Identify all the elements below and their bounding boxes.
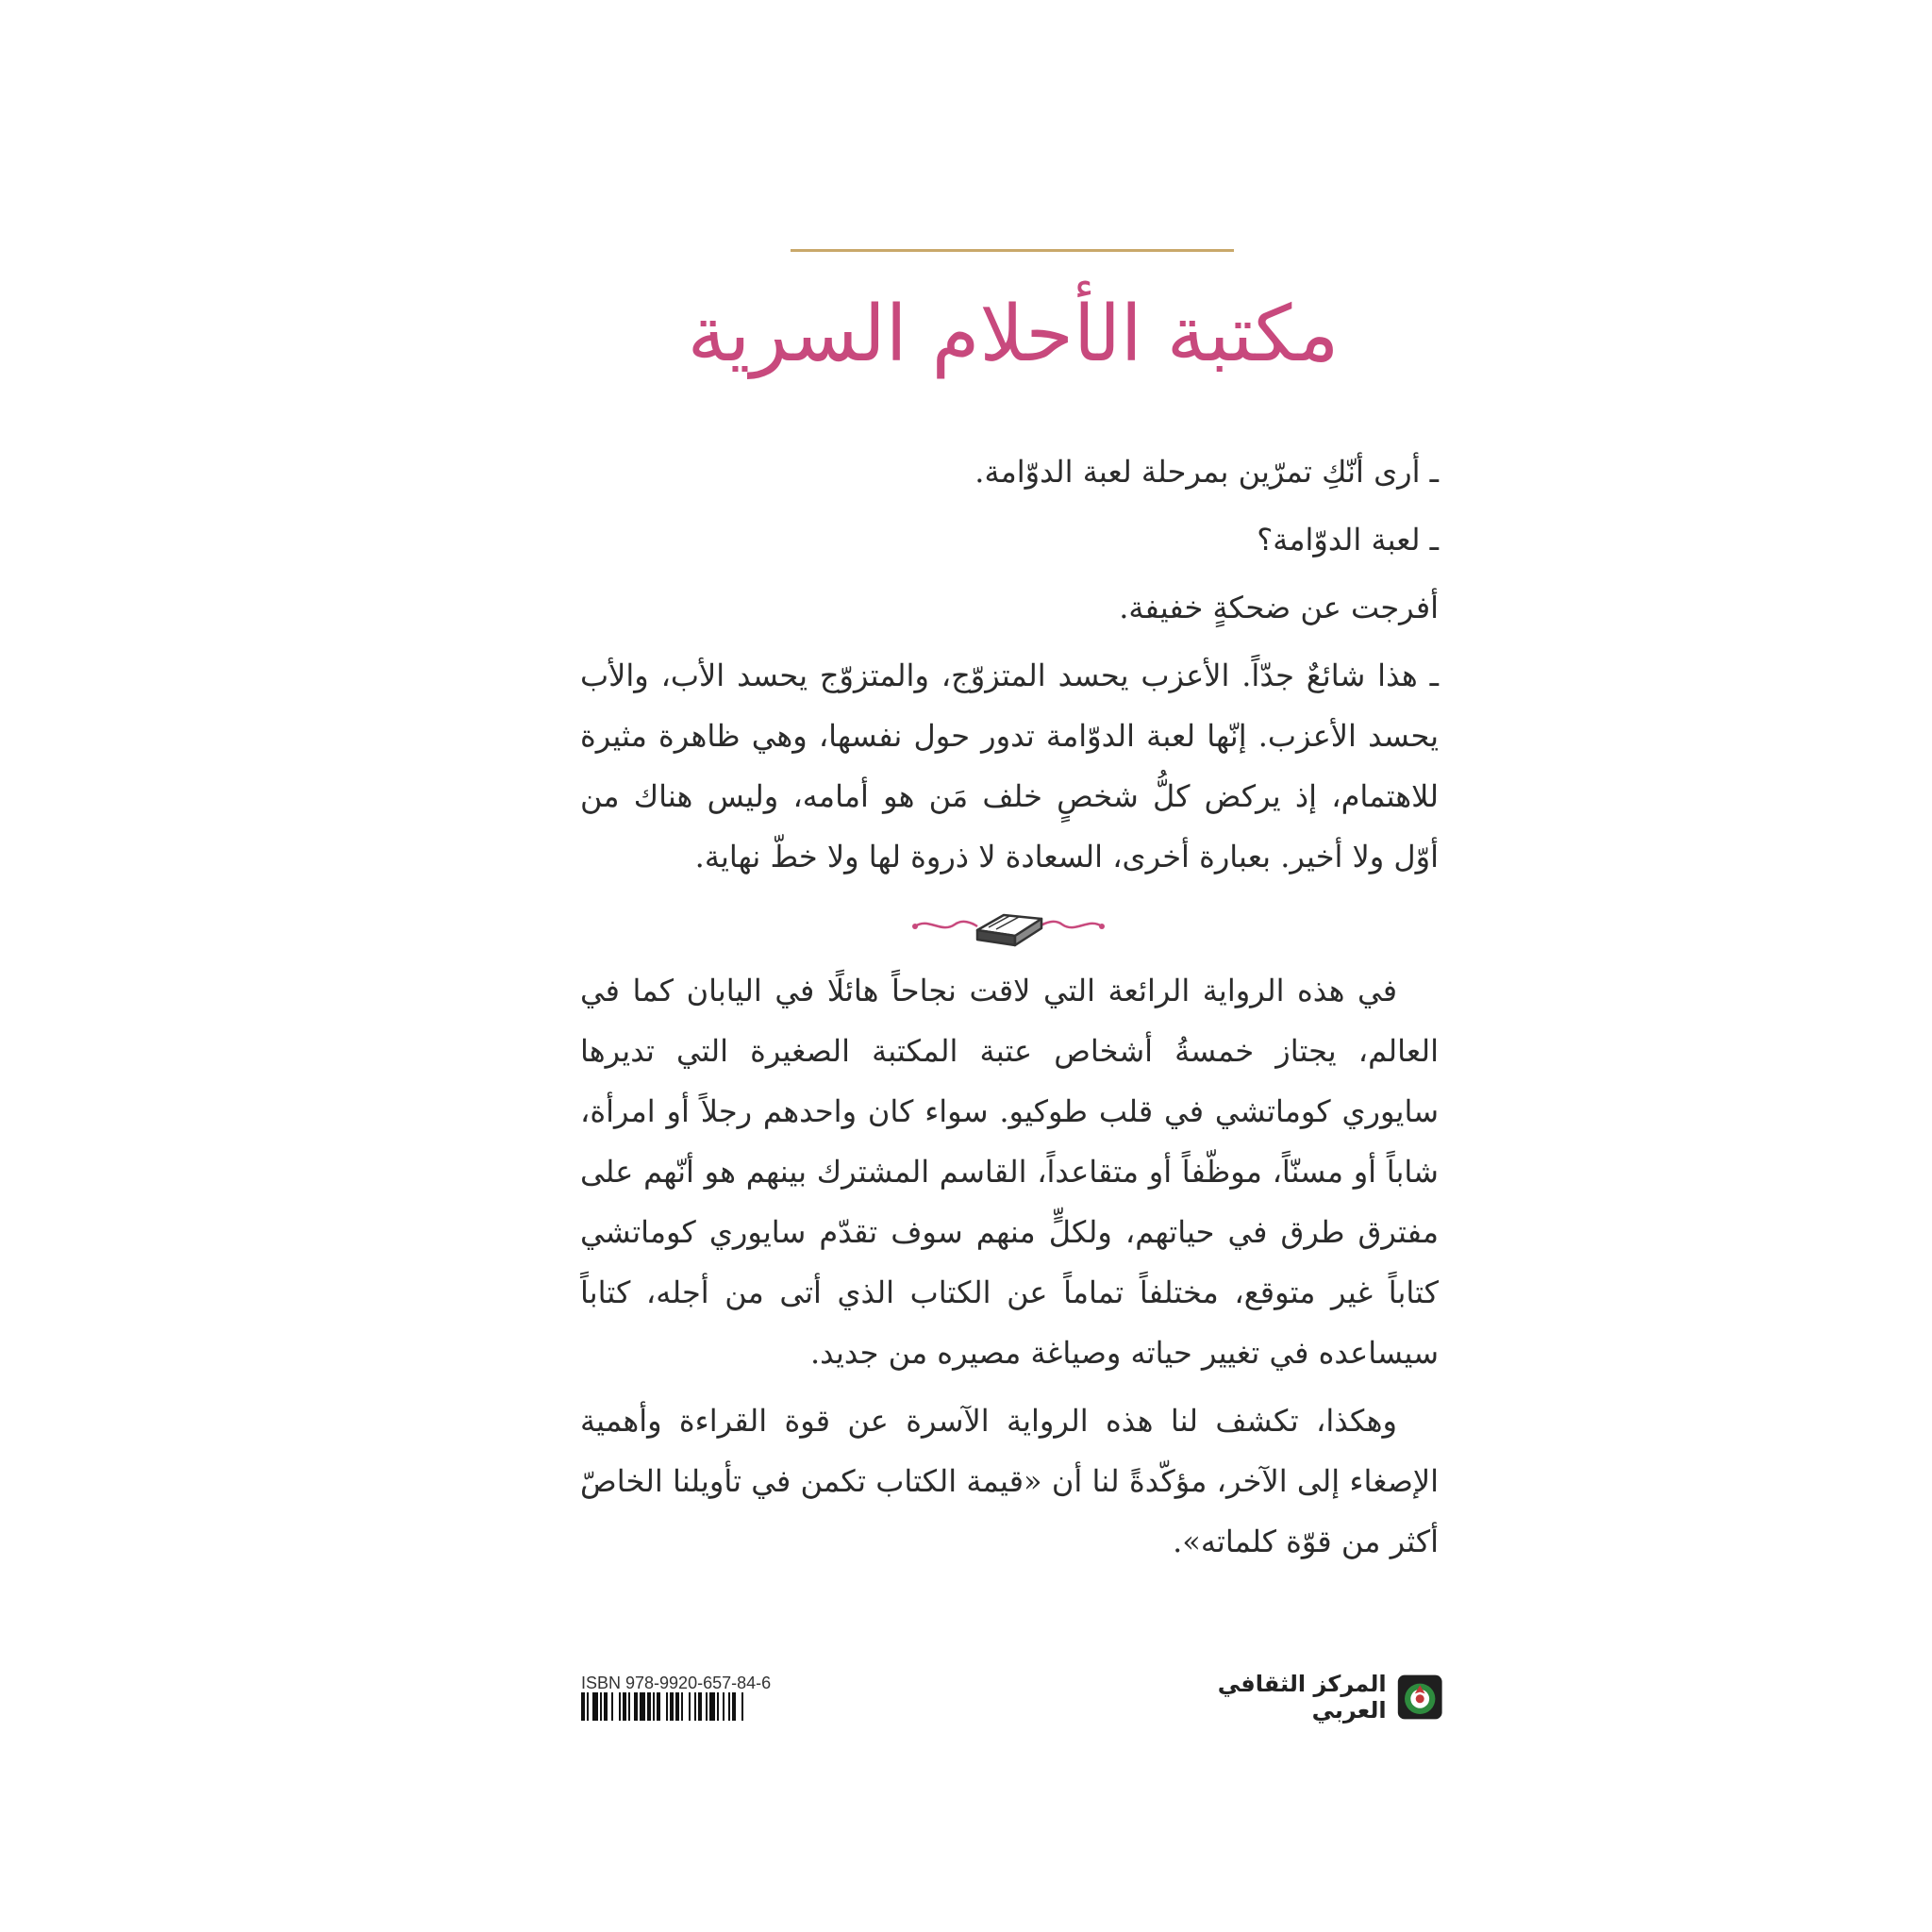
book-title: مكتبة الأحلام السرية <box>687 290 1340 379</box>
blurb-paragraph: في هذه الرواية الرائعة التي لاقت نجاحاً هائلًا في اليابان كما في العالم، يجتاز خمسةُ أشخاص عتبة المكتبة الصغيرة التي تديرها سايوري كوماتشي في قلب طوكيو. سواء كان واحدهم رجلاً أو امرأة، شاباً أو مسنّاً، موظّفاً أو متقاعداً، القاسم المشترك بينهم هو أنّهم على مفترق طرق في حياتهم، ولكلٍّ منهم سوف تقدّم سايوري كوماتشي كتاباً غير متوقع، مختلفاً تماماً عن الكتاب الذي أتى من أجله، كتاباً سيساعده في تغيير حياته وصياغة مصيره من جديد. <box>580 973 1440 1371</box>
dialogue-excerpt <box>580 441 1439 894</box>
blurb-paragraph: وهكذا، تكشف لنا هذه الرواية الآسرة عن قوة القراءة وأهمية الإصغاء إلى الآخر، مؤكّدةً لنا أن «قيمة الكتاب تكمن في تأويلنا الخاصّ أكثر من قوّة كلماته». <box>580 1403 1440 1559</box>
isbn-barcode <box>581 1674 808 1730</box>
top-rule <box>791 249 1234 252</box>
publisher-mark <box>1160 1666 1443 1728</box>
book-blurb <box>580 960 1439 1579</box>
barcode-icon <box>581 1692 804 1721</box>
dialogue-line: ـ هذا شائعٌ جدّاً. الأعزب يحسد المتزوّج، والمتزوّج يحسد الأب، والأب يحسد الأعزب. إنّها لعبة الدوّامة تدور حول نفسها، وهي ظاهرة مثيرة للاهتمام، إذ يركض كلُّ شخصٍ خلف مَن هو أمامه، وليس هناك من أوّل ولا أخير. بعبارة أخرى، السعادة لا ذروة لها ولا خطّ نهاية. <box>580 658 1440 874</box>
publisher-logo-icon <box>1396 1671 1443 1724</box>
isbn-number: ISBN 978-9920-657-84-6 <box>581 1674 772 1692</box>
narration-line: أفرجت عن ضحكةٍ خفيفة. <box>1119 590 1439 625</box>
dialogue-line: ـ لعبة الدوّامة؟ <box>1257 522 1439 558</box>
publisher-name: المركز الثقافي العربي <box>1217 1671 1387 1724</box>
dialogue-line: ـ أرى أنّكِ تمرّين بمرحلة لعبة الدوّامة. <box>974 454 1439 490</box>
book-ornament-icon <box>909 898 1108 951</box>
